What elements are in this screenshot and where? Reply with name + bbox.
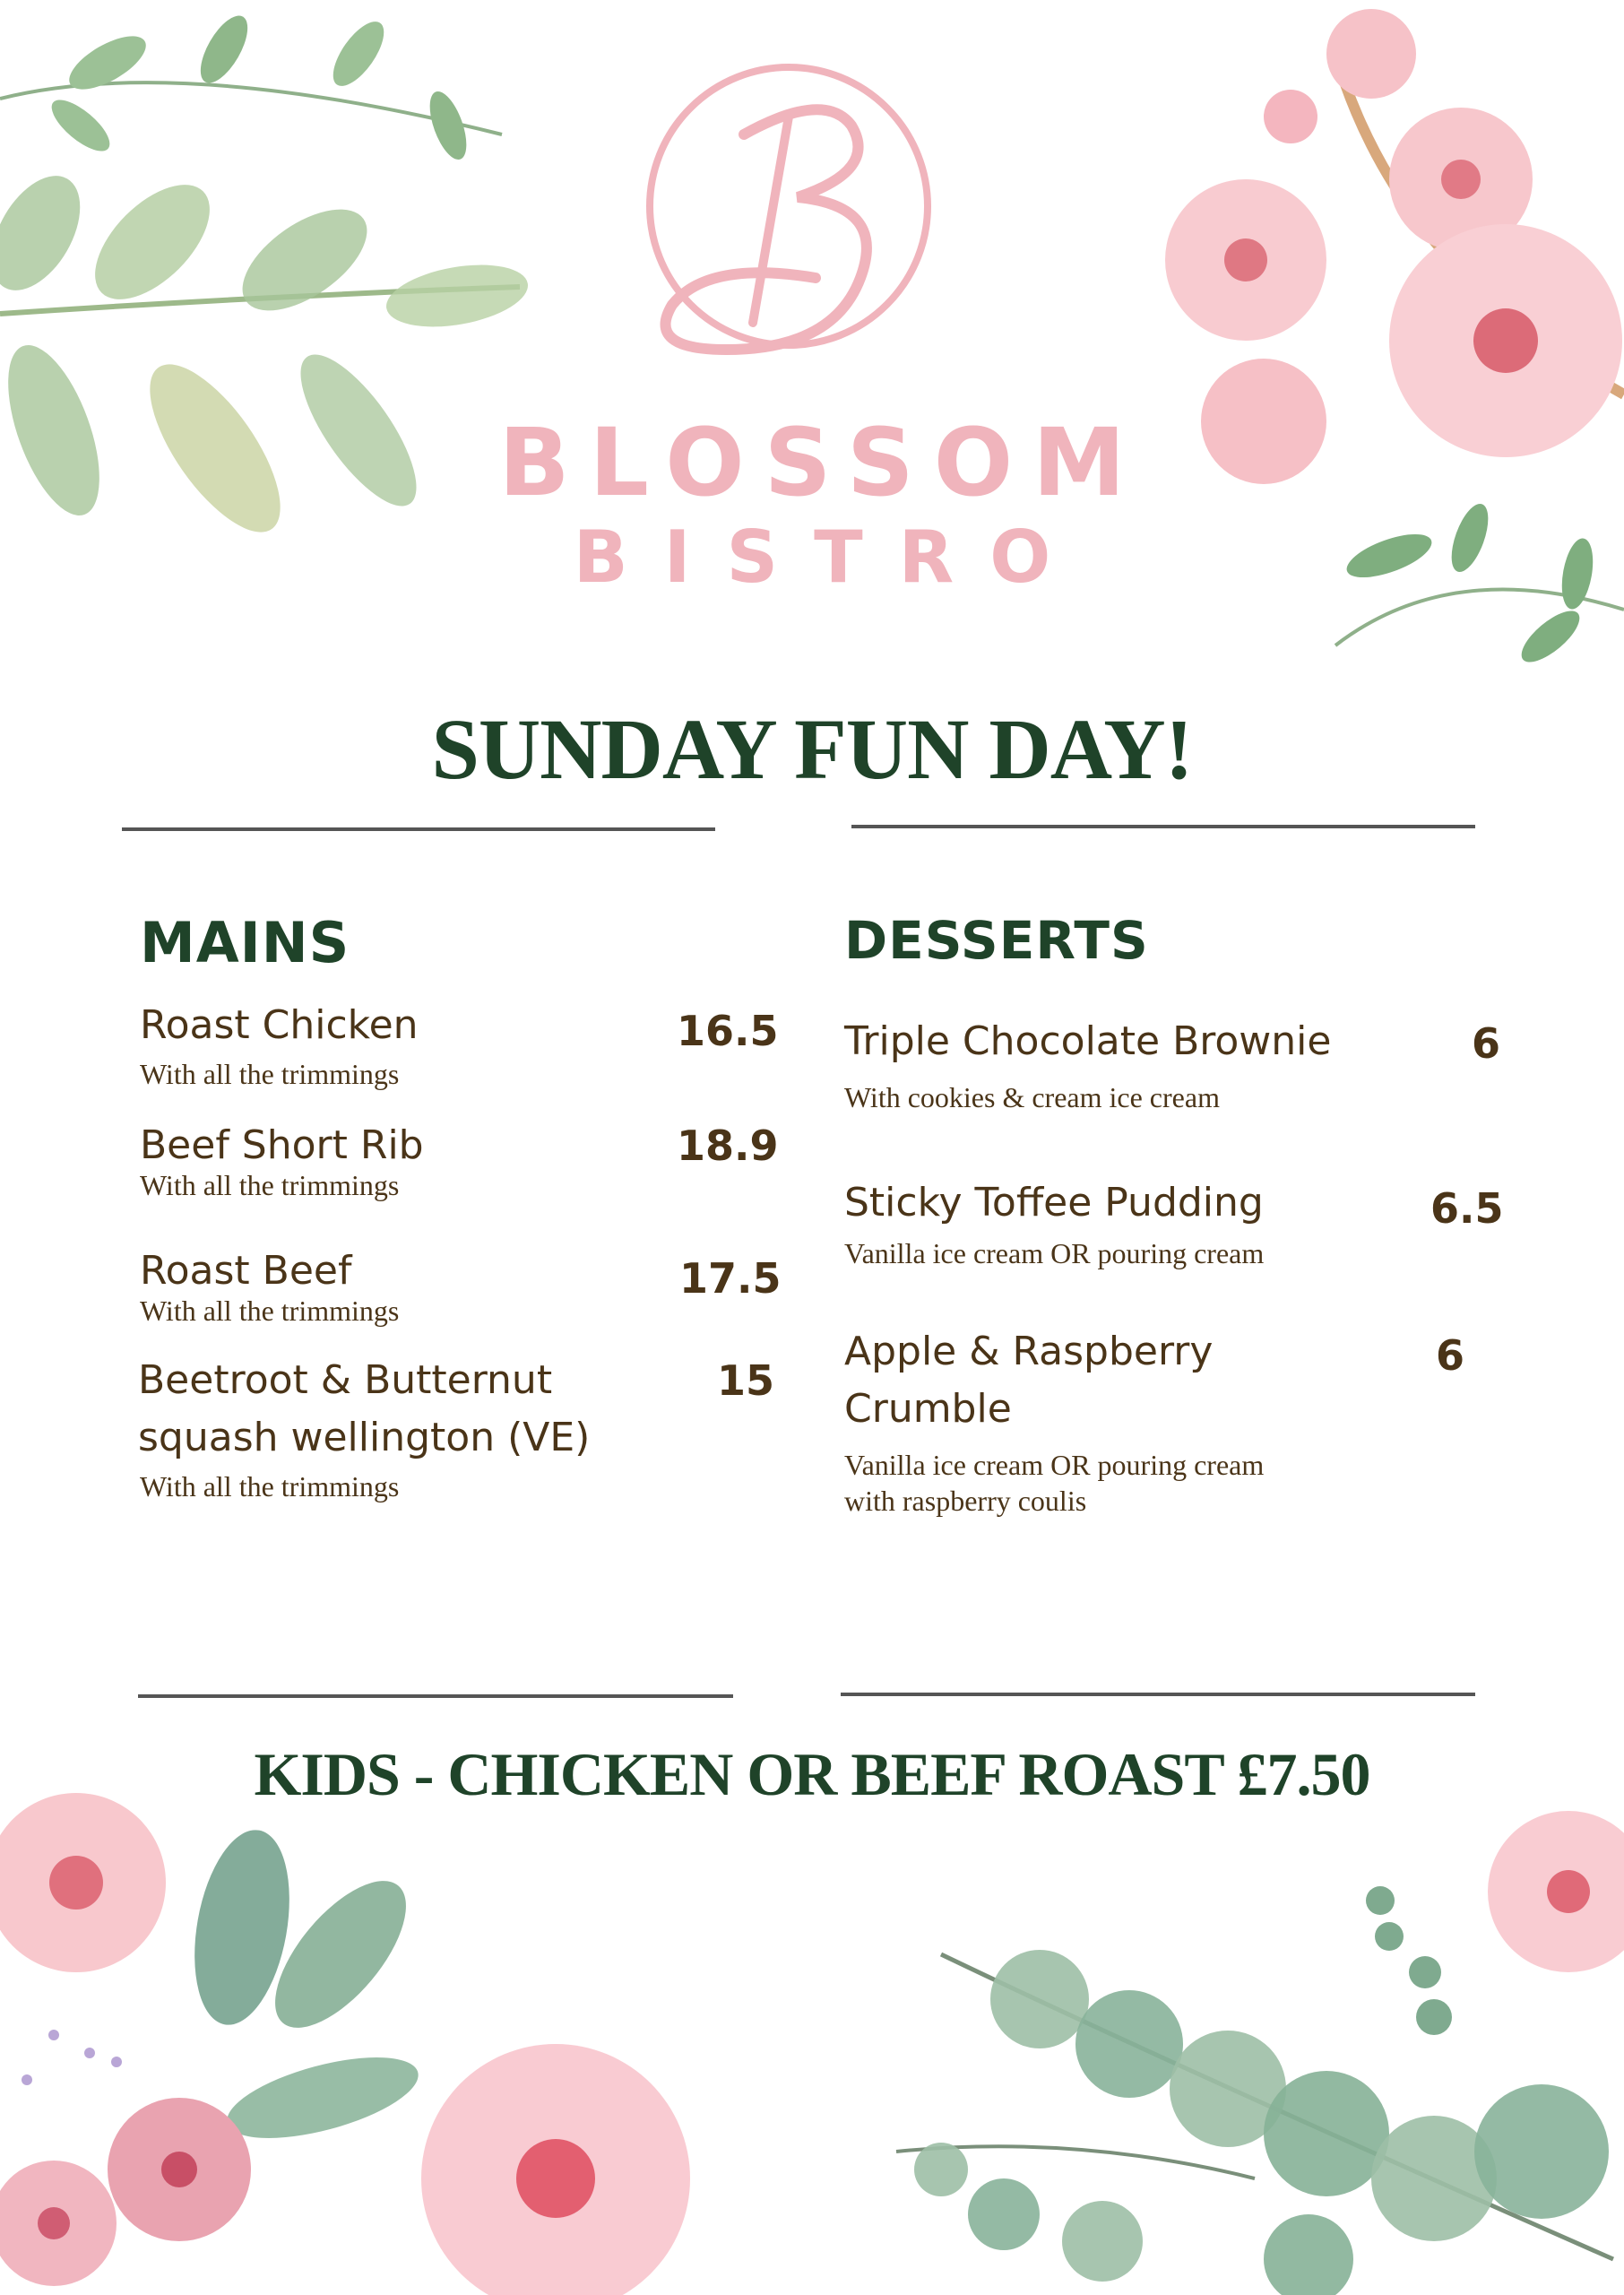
menu-item-name-continued: Crumble <box>844 1386 1012 1432</box>
menu-item-name: Sticky Toffee Pudding <box>844 1180 1264 1225</box>
menu-item-name: Roast Beef <box>140 1248 352 1294</box>
menu-item-price: 15 <box>717 1356 775 1405</box>
divider-top-left <box>122 827 715 831</box>
menu-item-name: Triple Chocolate Brownie <box>844 1018 1332 1064</box>
menu-item-price: 16.5 <box>677 1007 779 1055</box>
divider-bottom-right <box>841 1693 1475 1696</box>
menu-item-description: With all the trimmings <box>140 1295 400 1327</box>
kids-offer: KIDS - CHICKEN OR BEEF ROAST £7.50 <box>254 1740 1370 1808</box>
menu-item-description-continued: with raspberry coulis <box>844 1485 1087 1517</box>
blossom-logo-icon <box>609 54 968 412</box>
menu-item-description: Vanilla ice cream OR pouring cream <box>844 1449 1265 1481</box>
mains-heading: MAINS <box>140 910 350 975</box>
divider-bottom-left <box>138 1694 733 1698</box>
menu-item-description: With all the trimmings <box>140 1470 400 1503</box>
menu-item-price: 18.9 <box>677 1122 779 1170</box>
logo-wordmark-bottom: BISTRO <box>573 515 1087 599</box>
menu-item-name: Roast Chicken <box>140 1002 419 1048</box>
eucalyptus-bottom-right-icon <box>807 1793 1624 2295</box>
logo-wordmark-top: BLOSSOM <box>498 408 1145 517</box>
flower-cluster-bottom-left-icon <box>0 1775 771 2295</box>
menu-item-description: With all the trimmings <box>140 1169 400 1201</box>
divider-top-right <box>851 825 1475 828</box>
menu-item-description: With all the trimmings <box>140 1058 400 1090</box>
menu-item-price: 6 <box>1436 1331 1465 1380</box>
menu-item-price: 6.5 <box>1430 1184 1504 1233</box>
menu-item-description: With cookies & cream ice cream <box>844 1081 1220 1113</box>
menu-item-price: 17.5 <box>679 1254 782 1303</box>
menu-item-name: Beef Short Rib <box>140 1122 424 1168</box>
desserts-heading: DESSERTS <box>844 910 1149 971</box>
menu-item-name-continued: squash wellington (VE) <box>138 1415 591 1460</box>
page-title: SUNDAY FUN DAY! <box>431 701 1193 797</box>
menu-item-price: 6 <box>1472 1019 1501 1068</box>
menu-item-name: Beetroot & Butternut <box>138 1357 553 1403</box>
menu-item-name: Apple & Raspberry <box>844 1329 1214 1374</box>
menu-item-description: Vanilla ice cream OR pouring cream <box>844 1237 1265 1269</box>
